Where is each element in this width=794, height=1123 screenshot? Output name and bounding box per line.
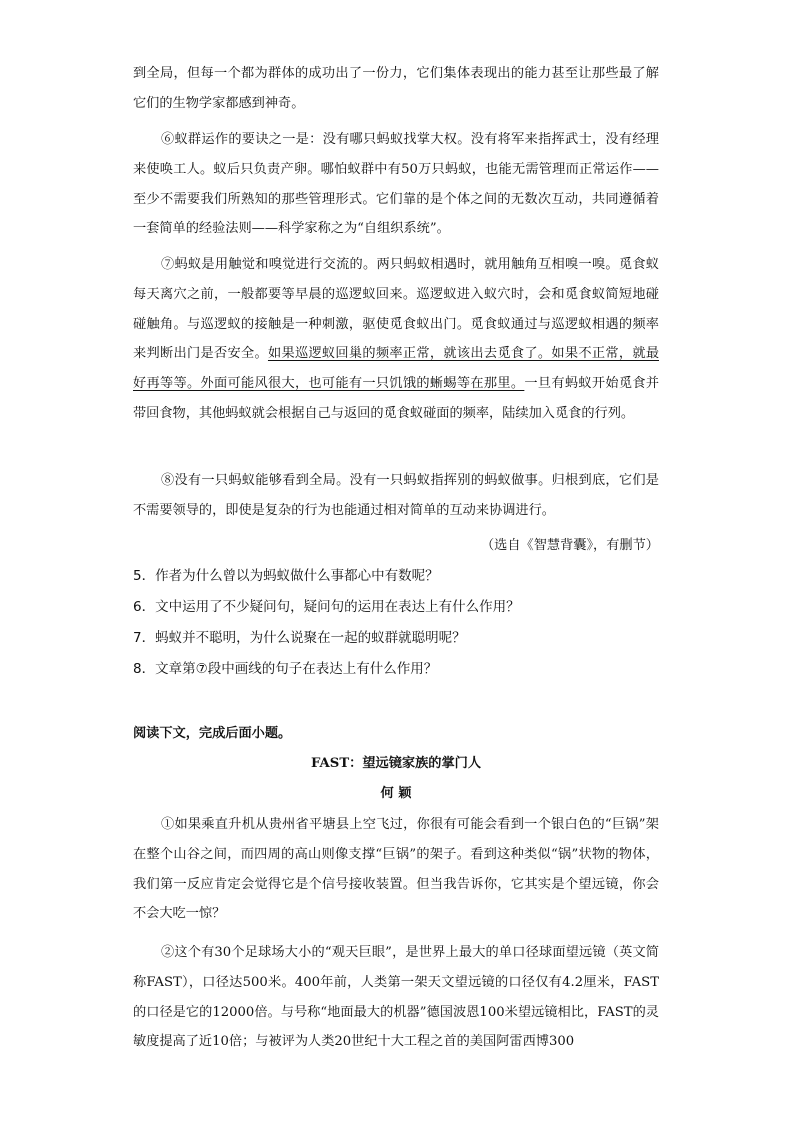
article-paragraph-1: ①如果乘直升机从贵州省平塘县上空飞过，你很有可能会看到一个银白色的“巨锅”架在整个山谷之间，而四周的高山则像支撑“巨锅”的架子。看到这种类似“锅”状物的物体，我们第一反应肯定会觉得它是个信号接收装置。但当我告诉你，它其实是个望远镜，你会不会大吃一惊？ <box>133 817 659 922</box>
reading-instruction: 阅读下文，完成后面小题。 <box>133 726 292 741</box>
question-5: 5．作者为什么曾以为蚂蚁做什么事都心中有数呢？ <box>133 568 439 584</box>
paragraph-6: ⑥蚁群运作的要诀之一是：没有哪只蚂蚁找掌大权。没有将军来指挥武士，没有经理来使唤工人。蚁后只负责产卵。哪怕蚁群中有50万只蚂蚁，也能无需管理而正常运作——至少不需要我们所熟知的那些管理形式。它们靠的是个体之间的无数次互动，共同遵循着一套简单的经验法则——科学家称之为“自组织系统”。 <box>133 132 659 237</box>
source-citation: （选自《智慧背囊》，有删节） <box>480 538 659 553</box>
paragraph-7-text-before: ⑦蚂蚁是用触觉和嗅觉进行交流的。两只蚂蚁相遇时，就用触角互相嗅一嗅。觅食蚁每天离穴之前，一般都要等早晨的巡逻蚁回来。巡逻蚁进入蚁穴时，会和觅食蚁简短地碰碰触角。与巡逻蚁的接触是一种刺激，驱使觅食蚁出门。觅食蚁通过与巡逻蚁相遇的频率来判断出门是否安全。 <box>133 257 659 362</box>
paragraph-8: ⑧没有一只蚂蚁能够看到全局。没有一只蚂蚁指挥别的蚂蚁做事。归根到底，它们是不需要领导的，即使是复杂的行为也能通过相对简单的互动来协调进行。 <box>133 473 659 518</box>
article-title: FAST：望远镜家族的掌门人 <box>310 756 482 771</box>
question-6: 6．文中运用了不少疑问句，疑问句的运用在表达上有什么作用？ <box>133 599 520 615</box>
article-paragraph-2: ②这个有30个足球场大小的“观天巨眼”，是世界上最大的单口径球面望远镜（英文简称FAST），口径达500米。400年前，人类第一架天文望远镜的口径仅有4.2厘米，FAST的口径是它的12000倍。与号称“地面最大的机器”德国波恩100米望远镜相比，FAST的灵敏度提高了近10倍；与被评为人类20世纪十大工程之首的美国阿雷西博300 <box>133 945 659 1050</box>
question-8: 8．文章第⑦段中画线的句子在表达上有什么作用？ <box>133 661 438 677</box>
paragraph-continued: 到全局，但每一个都为群体的成功出了一份力，它们集体表现出的能力甚至让那些最了解它们的生物学家都感到神奇。 <box>133 66 659 111</box>
underlined-sentence: 如果巡逻蚁回巢的频率正常，就该出去觅食了。如果不正常，就最好再等等。外面可能风很大，也可能有一只饥饿的蜥蜴等在那里。 <box>133 346 659 392</box>
paragraph-7-text-after: 一旦有蚂蚁开始觅食并带回食物，其他蚂蚁就会根据自己与返回的觅食蚁碰面的频率，陆续加入觅食的行列。 <box>133 376 660 421</box>
question-7: 7．蚂蚁并不聪明，为什么说聚在一起的蚁群就聪明呢？ <box>133 630 466 646</box>
paragraph-7 <box>133 250 659 429</box>
article-author: 何 颖 <box>380 786 412 801</box>
